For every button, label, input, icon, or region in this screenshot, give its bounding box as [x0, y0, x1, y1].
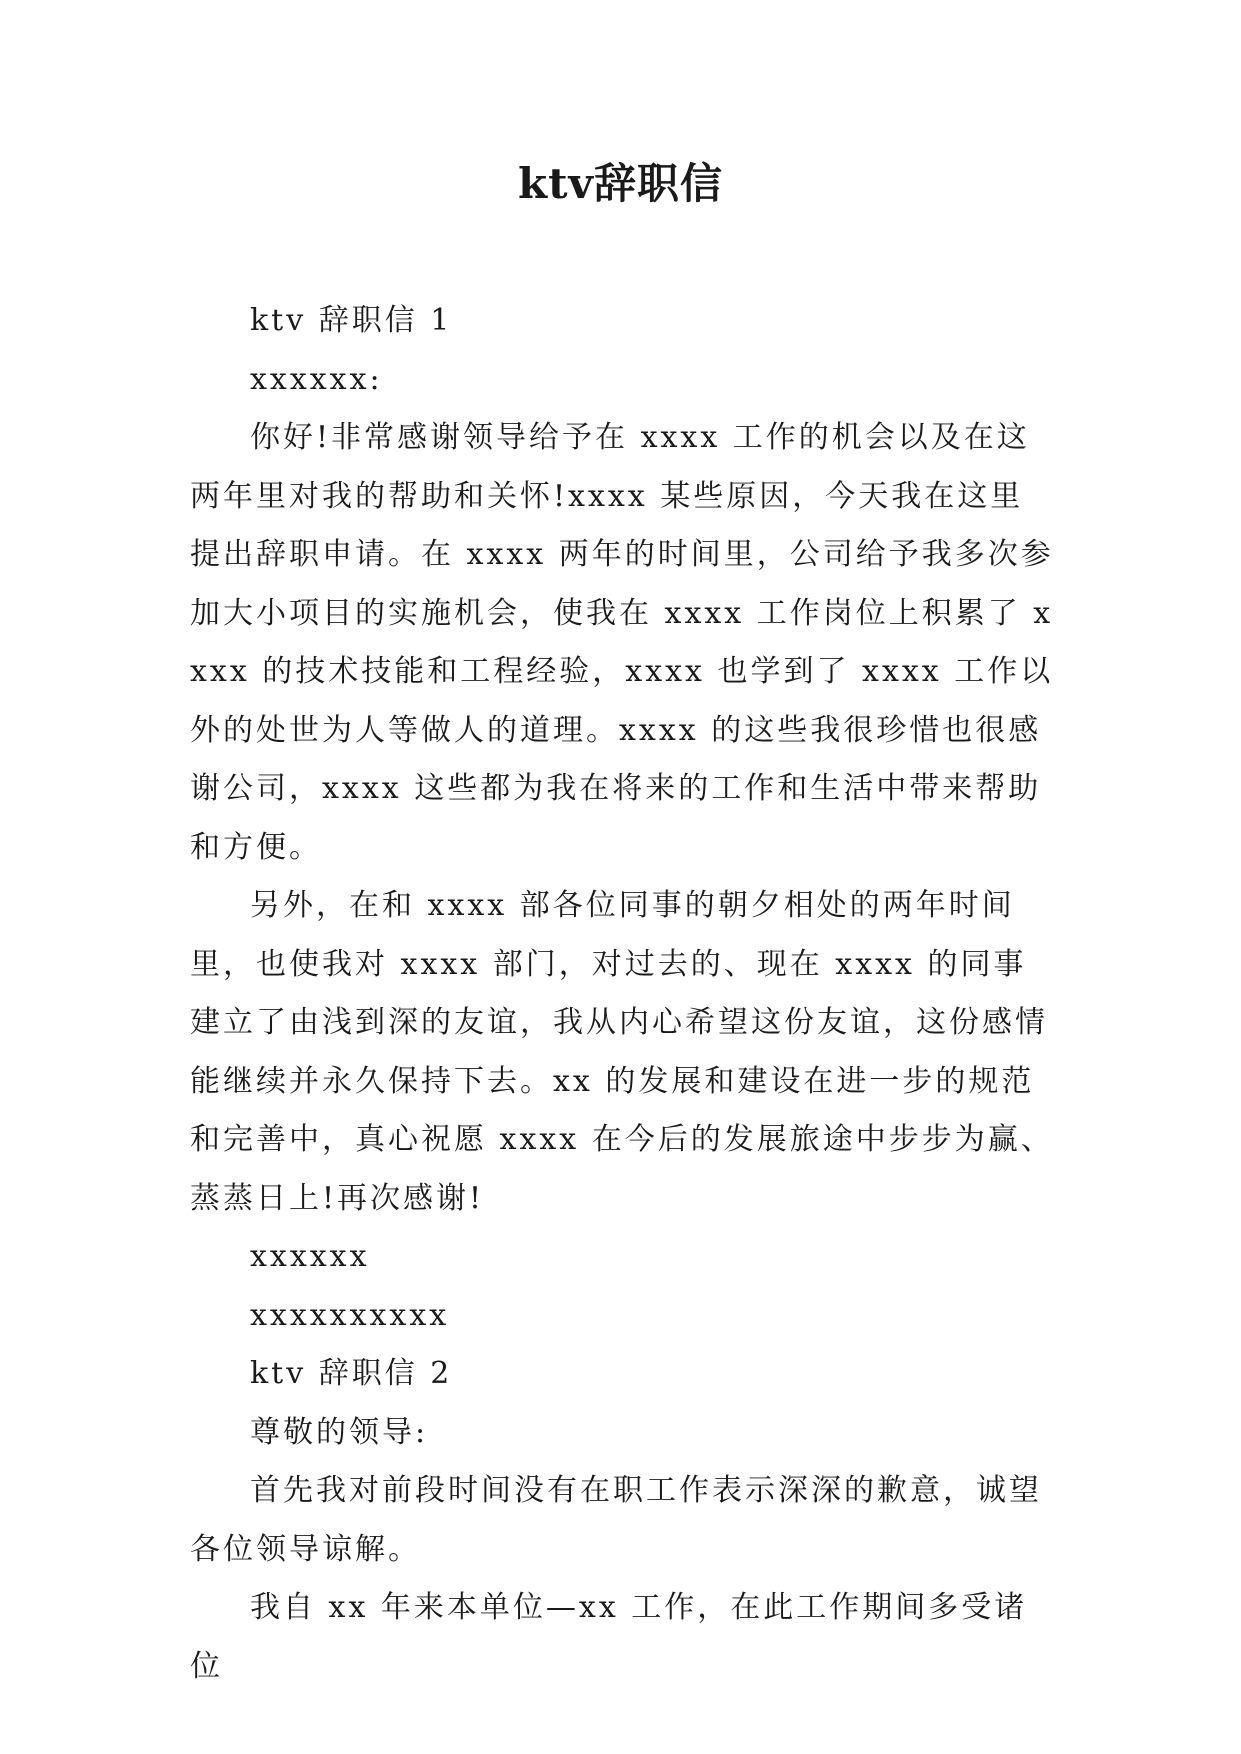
document-title: ktv辞职信	[518, 159, 723, 208]
body-paragraph: 另外，在和 xxxx 部各位同事的朝夕相处的两年时间里，也使我对 xxxx 部门，对过去的、现在 xxxx 的同事建立了由浅到深的友谊，我从内心希望这份友谊，这份感情能继续并永久保持下去。xx 的发展和建设在进一步的规范和完善中，真心祝愿 xxxx 在今后的发展旅途中步步为赢、蒸蒸日上!再次感谢!	[190, 888, 1054, 1216]
signature-name: xxxxxx	[250, 1239, 370, 1274]
salutation-2: 尊敬的领导:	[250, 1414, 429, 1450]
body-paragraph: 你好!非常感谢领导给予在 xxxx 工作的机会以及在这两年里对我的帮助和关怀!xxxx 某些原因，今天我在这里提出辞职申请。在 xxxx 两年的时间里，公司给予我多次参加大小项目的实施机会，使我在 xxxx 工作岗位上积累了 xxxx 的技术技能和工程经验，xxxx 也学到了 xxxx 工作以外的处世为人等做人的道理。xxxx 的这些我很珍惜也很感谢公司，xxxx 这些都为我在将来的工作和生活中带来帮助和方便。	[190, 420, 1054, 865]
body-paragraph: 我自 xx 年来本单位—xx 工作，在此工作期间多受诸位	[190, 1590, 1028, 1684]
body-paragraph: 首先我对前段时间没有在职工作表示深深的歉意，诚望各位领导谅解。	[190, 1473, 1042, 1567]
section-heading-1: ktv 辞职信 1	[250, 303, 453, 338]
salutation-1: xxxxxx:	[250, 361, 383, 397]
signature-date: xxxxxxxxxx	[250, 1297, 450, 1333]
document-body	[190, 292, 1056, 1696]
section-heading-2: ktv 辞职信 2	[250, 1356, 453, 1391]
